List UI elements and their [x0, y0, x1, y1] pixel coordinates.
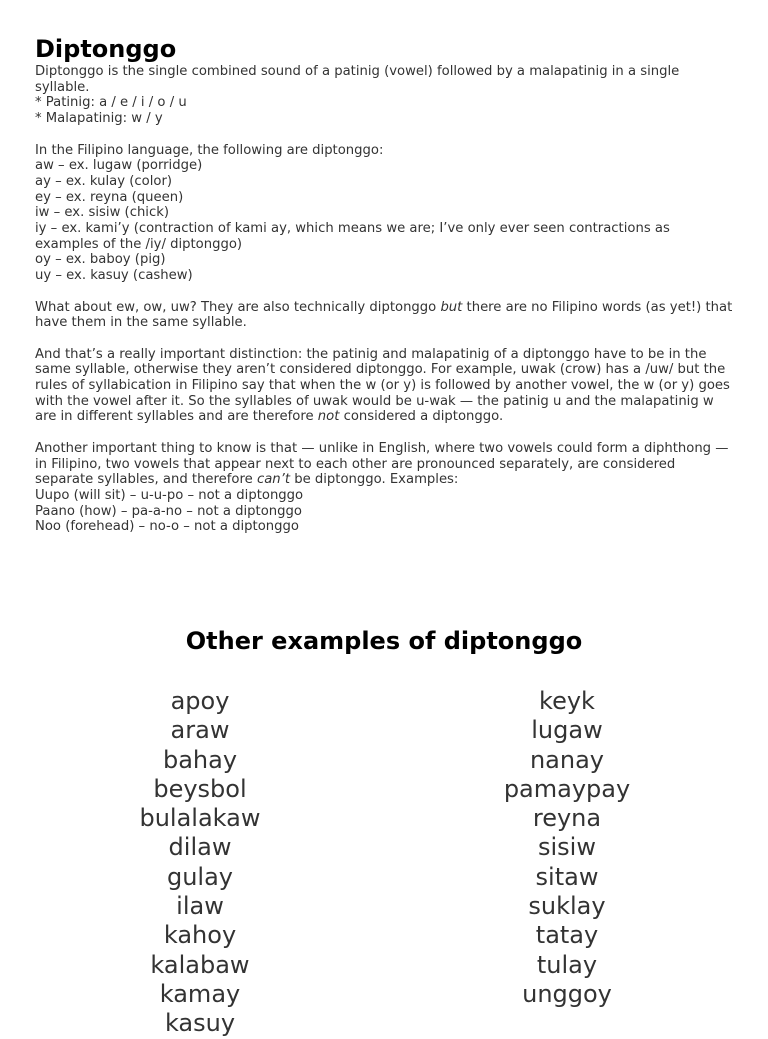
page-title: Diptonggo — [35, 35, 177, 63]
article-body — [35, 64, 735, 535]
non-examples-list — [35, 488, 735, 535]
patinig-line: * Patinig: a / e / i / o / u — [35, 95, 187, 111]
article — [35, 34, 735, 535]
examples-left-column — [50, 687, 350, 1039]
example-word: kamay — [159, 979, 241, 1008]
vowels-paragraph: Another important thing to know is that — unlike in English, where two vowels could form a diphthong — in Filipino, two vowels that appear next to each other are pronounced separately, are considered separate syllables, and therefore can’t be diptonggo. Examples: — [35, 440, 729, 488]
diptonggo-item: oy – ex. baboy (pig) — [35, 252, 166, 268]
example-word: reyna — [532, 804, 602, 833]
examples-right-column — [417, 687, 717, 1009]
example-word: bulalakaw — [139, 804, 261, 833]
diptonggo-item: ay – ex. kulay (color) — [35, 173, 173, 189]
diptonggo-item: uy – ex. kasuy (cashew) — [35, 268, 193, 284]
example-word: beysbol — [153, 774, 247, 803]
example-word: kahoy — [163, 921, 237, 950]
diptonggo-item: aw – ex. lugaw (porridge) — [35, 158, 203, 174]
list-intro: In the Filipino language, the following are diptonggo: — [35, 142, 384, 158]
example-word: tulay — [536, 950, 598, 979]
example-word: araw — [170, 716, 230, 745]
non-example-item: Paano (how) – pa-a-no – not a diptonggo — [35, 503, 302, 519]
ew-ow-uw-paragraph: What about ew, ow, uw? They are also technically diptonggo but there are no Filipino words (as yet!) that have them in the same syllable. — [35, 299, 733, 331]
example-word: sisiw — [538, 833, 596, 862]
other-examples-title: Other examples of diptonggo — [185, 627, 583, 655]
example-word: unggoy — [522, 979, 612, 1008]
example-word: suklay — [528, 892, 606, 921]
example-word: bahay — [162, 745, 238, 774]
example-word: apoy — [170, 687, 230, 715]
example-word: nanay — [529, 745, 605, 774]
example-word: pamaypay — [503, 774, 631, 803]
example-word: dilaw — [168, 833, 232, 862]
non-example-item: Noo (forehead) – no-o – not a diptonggo — [35, 519, 299, 535]
example-word: sitaw — [535, 862, 599, 891]
example-word: gulay — [166, 862, 234, 891]
diptonggo-item: ey – ex. reyna (queen) — [35, 189, 184, 205]
example-word: keyk — [539, 687, 595, 715]
example-word: ilaw — [176, 892, 224, 921]
example-word: kalabaw — [150, 950, 250, 979]
distinction-paragraph: And that’s a really important distinction: the patinig and malapatinig of a diptonggo have to be in the same syllable, otherwise they aren’t considered diptonggo. For example, uwak (crow) has a /uw/ but the rules of syllabication in Filipino say that when the w (or y) is followed by another vowel, the w (or y) goes with the vowel after it. So the syllables of uwak would be u-wak — the patinig u and the malapatinig w are in different syllables and are therefore not considered a diptonggo. — [35, 346, 730, 425]
diptonggo-item: iw – ex. sisiw (chick) — [35, 205, 169, 221]
definition-paragraph: Diptonggo is the single combined sound of a patinig (vowel) followed by a malapatinig in a single syllable. — [35, 64, 680, 95]
example-word: tatay — [535, 921, 599, 950]
example-word: kasuy — [164, 1009, 236, 1038]
diptonggo-item: iy – ex. kami’y (contraction of kami ay, which means we are; I’ve only ever seen contractions as examples of the /iy/ diptonggo) — [35, 221, 675, 252]
diptonggo-list — [35, 158, 735, 284]
non-example-item: Uupo (will sit) – u-u-po – not a diptonggo — [35, 487, 304, 503]
malapatinig-line: * Malapatinig: w / y — [35, 111, 163, 127]
example-word: lugaw — [531, 716, 603, 745]
